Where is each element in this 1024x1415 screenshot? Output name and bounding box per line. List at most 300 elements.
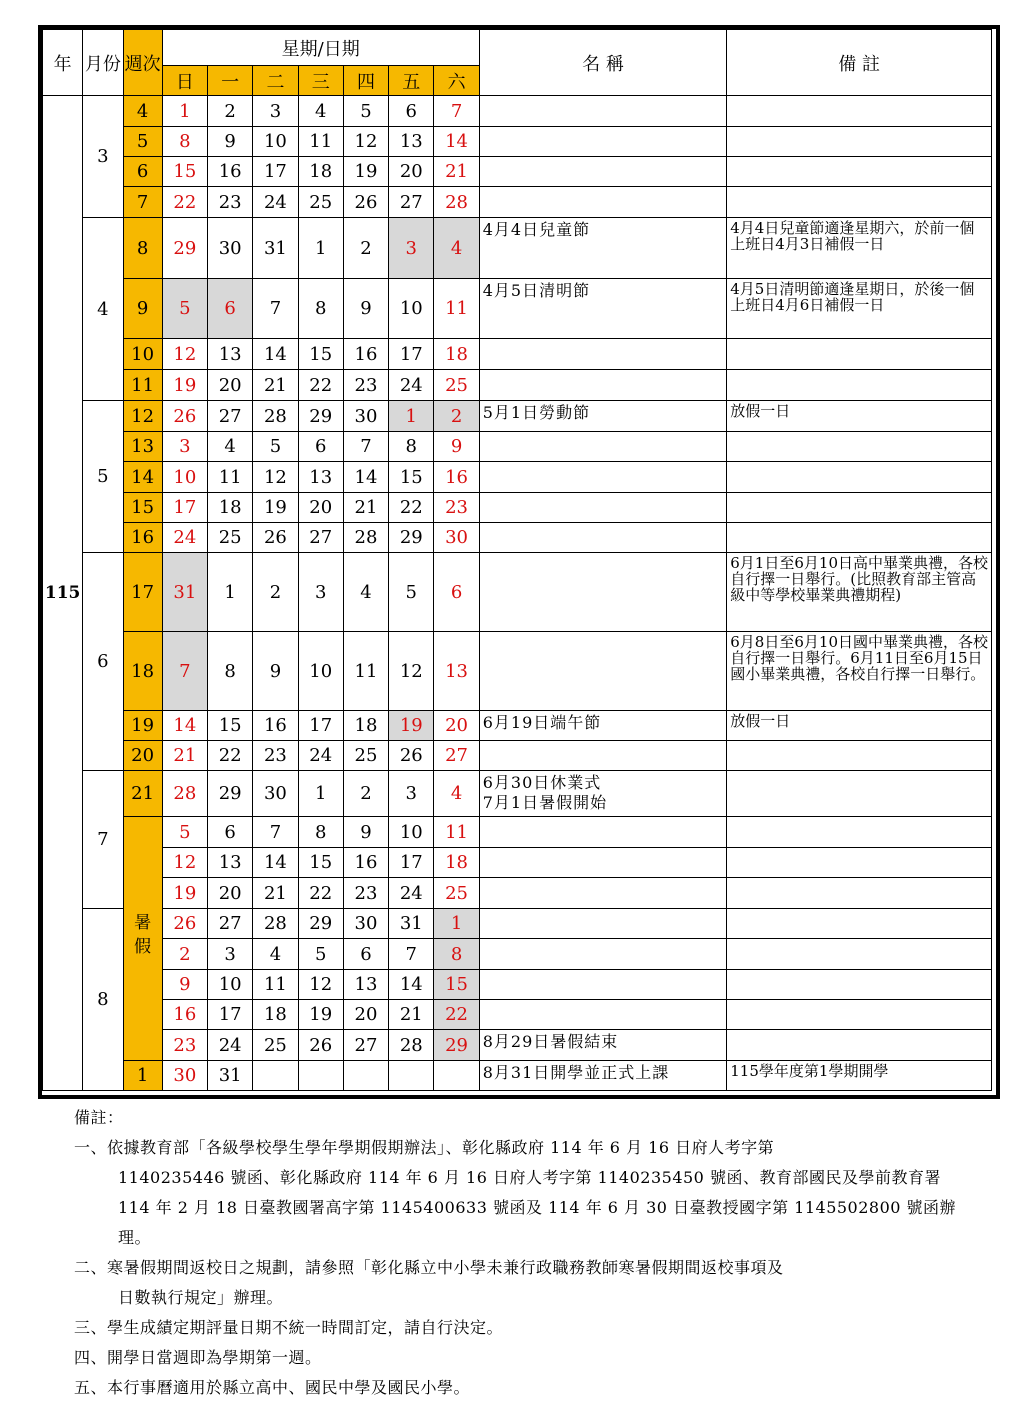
day-cell: 14 xyxy=(343,462,388,493)
event-name xyxy=(479,741,727,771)
day-cell: 31 xyxy=(208,1061,253,1091)
event-name: 4月4日兒童節 xyxy=(479,218,727,279)
week-number: 9 xyxy=(123,279,162,339)
day-cell: 21 xyxy=(343,493,388,523)
calendar-row xyxy=(43,1061,992,1091)
day-cell: 19 xyxy=(343,157,388,187)
day-cell: 5 xyxy=(343,96,388,127)
event-name xyxy=(479,493,727,523)
calendar-table xyxy=(42,29,992,1091)
day-cell: 19 xyxy=(162,370,207,401)
day-cell: 3 xyxy=(298,553,343,632)
day-cell: 26 xyxy=(343,187,388,218)
day-cell: 15 xyxy=(389,462,434,493)
event-name xyxy=(479,553,727,632)
day-cell: 22 xyxy=(162,187,207,218)
day-cell: 18 xyxy=(253,1000,298,1030)
note-item-lead: 五、本行事曆適用於縣立高中、國民中學及國民小學。 xyxy=(74,1378,471,1397)
day-cell: 31 xyxy=(162,553,207,632)
event-name xyxy=(479,370,727,401)
event-name xyxy=(479,127,727,157)
calendar-row xyxy=(43,127,992,157)
day-cell: 30 xyxy=(434,523,479,553)
event-name xyxy=(479,187,727,218)
day-cell: 25 xyxy=(434,878,479,909)
day-cell: 10 xyxy=(162,462,207,493)
day-cell: 16 xyxy=(162,1000,207,1030)
event-remark xyxy=(727,462,992,493)
day-cell: 27 xyxy=(298,523,343,553)
event-remark xyxy=(727,493,992,523)
event-name xyxy=(479,432,727,462)
event-remark xyxy=(727,848,992,878)
day-cell: 2 xyxy=(434,401,479,432)
day-cell: 29 xyxy=(208,771,253,817)
day-cell: 14 xyxy=(253,848,298,878)
day-cell: 13 xyxy=(434,632,479,711)
day-cell: 22 xyxy=(434,1000,479,1030)
day-cell: 20 xyxy=(208,370,253,401)
day-cell: 11 xyxy=(298,127,343,157)
day-cell: 26 xyxy=(162,909,207,939)
day-cell: 6 xyxy=(208,817,253,848)
week-number: 20 xyxy=(123,741,162,771)
day-cell: 27 xyxy=(389,187,434,218)
day-cell: 8 xyxy=(298,817,343,848)
day-cell: 17 xyxy=(162,493,207,523)
week-number: 5 xyxy=(123,127,162,157)
day-cell: 13 xyxy=(343,970,388,1000)
day-cell: 28 xyxy=(434,187,479,218)
day-cell: 16 xyxy=(434,462,479,493)
day-cell: 5 xyxy=(162,817,207,848)
event-remark: 放假一日 xyxy=(727,711,992,741)
calendar-row xyxy=(43,432,992,462)
day-cell: 30 xyxy=(343,909,388,939)
calendar-row xyxy=(43,462,992,493)
notes-section xyxy=(74,1103,974,1403)
calendar-row xyxy=(43,771,992,817)
day-cell: 6 xyxy=(298,432,343,462)
week-number: 16 xyxy=(123,523,162,553)
event-remark: 115學年度第1學期開學 xyxy=(727,1061,992,1091)
note-item xyxy=(74,1343,974,1373)
day-cell: 14 xyxy=(389,970,434,1000)
day-cell xyxy=(389,1061,434,1091)
event-remark xyxy=(727,370,992,401)
day-cell: 29 xyxy=(389,523,434,553)
day-cell: 31 xyxy=(253,218,298,279)
day-cell: 26 xyxy=(253,523,298,553)
day-cell: 1 xyxy=(298,771,343,817)
day-cell: 12 xyxy=(162,848,207,878)
calendar-row xyxy=(43,711,992,741)
event-name: 8月29日暑假結束 xyxy=(479,1030,727,1061)
day-cell xyxy=(298,1061,343,1091)
day-cell: 7 xyxy=(162,632,207,711)
event-name xyxy=(479,462,727,493)
calendar-row xyxy=(43,909,992,939)
day-cell: 3 xyxy=(208,939,253,970)
event-remark xyxy=(727,523,992,553)
day-cell: 6 xyxy=(389,96,434,127)
day-cell: 11 xyxy=(253,970,298,1000)
day-cell: 20 xyxy=(343,1000,388,1030)
event-remark xyxy=(727,339,992,370)
event-name xyxy=(479,96,727,127)
week-number: 8 xyxy=(123,218,162,279)
day-cell: 8 xyxy=(162,127,207,157)
day-cell: 20 xyxy=(298,493,343,523)
event-name xyxy=(479,157,727,187)
day-cell: 25 xyxy=(208,523,253,553)
day-cell: 21 xyxy=(389,1000,434,1030)
calendar-row xyxy=(43,817,992,848)
day-cell: 15 xyxy=(298,339,343,370)
calendar-row xyxy=(43,218,992,279)
summer-vacation-cell xyxy=(123,817,162,1061)
event-name xyxy=(479,523,727,553)
day-cell: 11 xyxy=(434,279,479,339)
day-cell: 26 xyxy=(162,401,207,432)
day-cell: 16 xyxy=(253,711,298,741)
day-cell: 5 xyxy=(389,553,434,632)
event-remark xyxy=(727,432,992,462)
day-cell: 1 xyxy=(434,909,479,939)
day-cell: 9 xyxy=(253,632,298,711)
day-cell: 17 xyxy=(389,848,434,878)
day-cell: 6 xyxy=(434,553,479,632)
event-name xyxy=(479,817,727,848)
day-cell: 8 xyxy=(298,279,343,339)
week-number: 6 xyxy=(123,157,162,187)
day-cell: 7 xyxy=(343,432,388,462)
calendar-row xyxy=(43,157,992,187)
day-cell: 5 xyxy=(162,279,207,339)
day-cell: 1 xyxy=(389,401,434,432)
event-name: 8月31日開學並正式上課 xyxy=(479,1061,727,1091)
day-cell: 22 xyxy=(208,741,253,771)
event-name xyxy=(479,632,727,711)
event-remark xyxy=(727,939,992,970)
day-cell: 11 xyxy=(343,632,388,711)
day-cell: 29 xyxy=(298,909,343,939)
day-cell: 14 xyxy=(434,127,479,157)
day-cell: 16 xyxy=(343,848,388,878)
day-cell: 28 xyxy=(343,523,388,553)
day-cell: 7 xyxy=(434,96,479,127)
day-cell: 30 xyxy=(343,401,388,432)
calendar-row xyxy=(43,1000,992,1030)
day-cell: 13 xyxy=(389,127,434,157)
day-cell: 21 xyxy=(253,370,298,401)
event-name xyxy=(479,339,727,370)
event-remark xyxy=(727,1000,992,1030)
day-cell: 24 xyxy=(162,523,207,553)
calendar-row xyxy=(43,187,992,218)
day-cell: 18 xyxy=(208,493,253,523)
day-cell: 3 xyxy=(253,96,298,127)
event-remark xyxy=(727,771,992,817)
day-cell: 19 xyxy=(389,711,434,741)
day-cell: 4 xyxy=(208,432,253,462)
day-cell: 17 xyxy=(208,1000,253,1030)
note-item xyxy=(74,1253,974,1313)
day-cell: 10 xyxy=(389,817,434,848)
day-cell: 21 xyxy=(253,878,298,909)
day-cell: 6 xyxy=(208,279,253,339)
event-name xyxy=(479,1000,727,1030)
event-remark: 6月8日至6月10日國中畢業典禮，各校自行擇一日舉行。6月11日至6月15日國小畢業典禮，各校自行擇一日舉行。 xyxy=(727,632,992,711)
day-cell: 28 xyxy=(253,909,298,939)
event-remark: 6月1日至6月10日高中畢業典禮，各校自行擇一日舉行。(比照教育部主管高級中等學校畢業典禮期程) xyxy=(727,553,992,632)
day-cell: 22 xyxy=(298,878,343,909)
day-cell: 13 xyxy=(208,848,253,878)
day-cell xyxy=(434,1061,479,1091)
day-cell: 8 xyxy=(434,939,479,970)
week-number: 12 xyxy=(123,401,162,432)
calendar-row xyxy=(43,970,992,1000)
day-cell: 2 xyxy=(343,218,388,279)
day-cell: 23 xyxy=(162,1030,207,1061)
calendar-row xyxy=(43,1030,992,1061)
calendar-row xyxy=(43,632,992,711)
day-cell: 29 xyxy=(162,218,207,279)
month-cell: 8 xyxy=(83,909,123,1091)
note-item xyxy=(74,1373,974,1403)
day-cell: 25 xyxy=(298,187,343,218)
day-cell: 12 xyxy=(389,632,434,711)
day-cell: 2 xyxy=(343,771,388,817)
day-cell: 10 xyxy=(253,127,298,157)
week-number: 10 xyxy=(123,339,162,370)
day-cell: 10 xyxy=(298,632,343,711)
week-number: 11 xyxy=(123,370,162,401)
day-cell: 3 xyxy=(389,218,434,279)
day-cell: 16 xyxy=(343,339,388,370)
event-name: 6月30日休業式 7月1日暑假開始 xyxy=(479,771,727,817)
summer-vacation-label: 暑假 xyxy=(134,913,152,957)
event-remark xyxy=(727,157,992,187)
day-cell: 23 xyxy=(434,493,479,523)
month-cell: 5 xyxy=(83,401,123,553)
day-cell: 26 xyxy=(298,1030,343,1061)
day-cell: 3 xyxy=(389,771,434,817)
event-name: 5月1日勞動節 xyxy=(479,401,727,432)
week-number: 13 xyxy=(123,432,162,462)
day-cell: 21 xyxy=(162,741,207,771)
event-remark xyxy=(727,127,992,157)
calendar-row xyxy=(43,96,992,127)
week-number: 17 xyxy=(123,553,162,632)
day-cell: 7 xyxy=(389,939,434,970)
day-cell: 29 xyxy=(434,1030,479,1061)
event-remark xyxy=(727,187,992,218)
day-cell: 31 xyxy=(389,909,434,939)
day-cell: 18 xyxy=(434,848,479,878)
month-cell: 3 xyxy=(83,96,123,218)
calendar-row xyxy=(43,370,992,401)
calendar-row xyxy=(43,493,992,523)
month-cell: 4 xyxy=(83,218,123,401)
day-cell: 18 xyxy=(434,339,479,370)
day-cell: 13 xyxy=(208,339,253,370)
event-remark xyxy=(727,878,992,909)
day-cell: 9 xyxy=(343,279,388,339)
month-cell: 6 xyxy=(83,553,123,771)
day-cell: 24 xyxy=(253,187,298,218)
day-cell: 28 xyxy=(253,401,298,432)
week-number: 4 xyxy=(123,96,162,127)
event-name: 4月5日清明節 xyxy=(479,279,727,339)
day-cell: 30 xyxy=(208,218,253,279)
event-name xyxy=(479,970,727,1000)
day-cell: 4 xyxy=(253,939,298,970)
day-cell: 4 xyxy=(434,771,479,817)
day-cell: 5 xyxy=(253,432,298,462)
header-month: 月份 xyxy=(83,30,123,96)
weekday-header: 一 xyxy=(208,66,253,96)
header-week: 週次 xyxy=(123,30,162,96)
day-cell: 9 xyxy=(434,432,479,462)
calendar-row xyxy=(43,741,992,771)
day-cell: 30 xyxy=(162,1061,207,1091)
day-cell: 7 xyxy=(253,817,298,848)
day-cell: 15 xyxy=(162,157,207,187)
event-remark: 放假一日 xyxy=(727,401,992,432)
header-weekday-group: 星期/日期 xyxy=(162,30,479,66)
day-cell: 12 xyxy=(298,970,343,1000)
day-cell: 14 xyxy=(162,711,207,741)
day-cell: 23 xyxy=(253,741,298,771)
day-cell: 21 xyxy=(434,157,479,187)
week-number: 1 xyxy=(123,1061,162,1091)
day-cell: 4 xyxy=(434,218,479,279)
weekday-header: 五 xyxy=(389,66,434,96)
day-cell: 29 xyxy=(298,401,343,432)
day-cell: 23 xyxy=(208,187,253,218)
note-item xyxy=(74,1313,974,1343)
day-cell: 5 xyxy=(298,939,343,970)
day-cell: 4 xyxy=(343,553,388,632)
event-name xyxy=(479,909,727,939)
event-remark xyxy=(727,96,992,127)
day-cell: 25 xyxy=(343,741,388,771)
day-cell: 14 xyxy=(253,339,298,370)
weekday-header: 日 xyxy=(162,66,207,96)
day-cell xyxy=(343,1061,388,1091)
day-cell: 23 xyxy=(343,878,388,909)
calendar-row xyxy=(43,848,992,878)
day-cell: 19 xyxy=(162,878,207,909)
day-cell: 9 xyxy=(343,817,388,848)
day-cell: 2 xyxy=(162,939,207,970)
day-cell: 24 xyxy=(298,741,343,771)
event-name xyxy=(479,878,727,909)
event-remark: 4月5日清明節適逢星期日，於後一個上班日4月6日補假一日 xyxy=(727,279,992,339)
note-item-lead: 一、依據教育部「各級學校學生學年學期假期辦法」、彰化縣政府 114 年 6 月 16 日府人考字第 xyxy=(74,1138,775,1157)
calendar-row xyxy=(43,523,992,553)
day-cell: 18 xyxy=(298,157,343,187)
header-name: 名 稱 xyxy=(479,30,727,96)
day-cell: 12 xyxy=(162,339,207,370)
day-cell: 26 xyxy=(389,741,434,771)
weekday-header: 三 xyxy=(298,66,343,96)
day-cell: 11 xyxy=(434,817,479,848)
day-cell: 17 xyxy=(253,157,298,187)
day-cell: 7 xyxy=(253,279,298,339)
week-number: 15 xyxy=(123,493,162,523)
header-year: 年 xyxy=(43,30,83,96)
day-cell: 2 xyxy=(253,553,298,632)
day-cell: 25 xyxy=(434,370,479,401)
day-cell: 28 xyxy=(389,1030,434,1061)
event-remark xyxy=(727,909,992,939)
weekday-header: 四 xyxy=(343,66,388,96)
day-cell: 19 xyxy=(298,1000,343,1030)
day-cell xyxy=(253,1061,298,1091)
note-item-lead: 三、學生成績定期評量日期不統一時間訂定，請自行決定。 xyxy=(74,1318,504,1337)
day-cell: 3 xyxy=(162,432,207,462)
day-cell: 30 xyxy=(253,771,298,817)
note-item-continuation: 1140235446 號函、彰化縣政府 114 年 6 月 16 日府人考字第 1140235450 號函、教育部國民及學前教育署 114 年 2 月 18 日臺教國署高字第 1145400633 號函及 114 年 6 月 30 日臺教授國字第 1145502800 號函辦理。 xyxy=(118,1168,957,1247)
day-cell: 24 xyxy=(389,878,434,909)
day-cell: 10 xyxy=(389,279,434,339)
day-cell: 10 xyxy=(208,970,253,1000)
month-cell: 7 xyxy=(83,771,123,909)
event-remark xyxy=(727,1030,992,1061)
weekday-header: 二 xyxy=(253,66,298,96)
day-cell: 22 xyxy=(298,370,343,401)
day-cell: 24 xyxy=(208,1030,253,1061)
day-cell: 15 xyxy=(434,970,479,1000)
day-cell: 17 xyxy=(298,711,343,741)
event-name: 6月19日端午節 xyxy=(479,711,727,741)
calendar-row xyxy=(43,339,992,370)
calendar-row xyxy=(43,878,992,909)
calendar-row xyxy=(43,279,992,339)
note-item-lead: 二、寒暑假期間返校日之規劃，請參照「彰化縣立中小學未兼行政職務教師寒暑假期間返校事項及 xyxy=(74,1258,784,1277)
day-cell: 24 xyxy=(389,370,434,401)
event-name xyxy=(479,848,727,878)
event-name xyxy=(479,939,727,970)
day-cell: 20 xyxy=(208,878,253,909)
calendar-row xyxy=(43,401,992,432)
day-cell: 9 xyxy=(162,970,207,1000)
day-cell: 25 xyxy=(253,1030,298,1061)
day-cell: 4 xyxy=(298,96,343,127)
event-remark xyxy=(727,741,992,771)
week-number: 14 xyxy=(123,462,162,493)
day-cell: 11 xyxy=(208,462,253,493)
day-cell: 18 xyxy=(343,711,388,741)
day-cell: 23 xyxy=(343,370,388,401)
note-item xyxy=(74,1133,974,1253)
day-cell: 20 xyxy=(434,711,479,741)
day-cell: 17 xyxy=(389,339,434,370)
calendar-row xyxy=(43,939,992,970)
day-cell: 9 xyxy=(208,127,253,157)
day-cell: 27 xyxy=(434,741,479,771)
header-remark: 備 註 xyxy=(727,30,992,96)
week-number: 18 xyxy=(123,632,162,711)
day-cell: 1 xyxy=(208,553,253,632)
day-cell: 27 xyxy=(208,909,253,939)
note-item-lead: 四、開學日當週即為學期第一週。 xyxy=(74,1348,322,1367)
event-remark xyxy=(727,970,992,1000)
calendar-row xyxy=(43,553,992,632)
day-cell: 27 xyxy=(343,1030,388,1061)
